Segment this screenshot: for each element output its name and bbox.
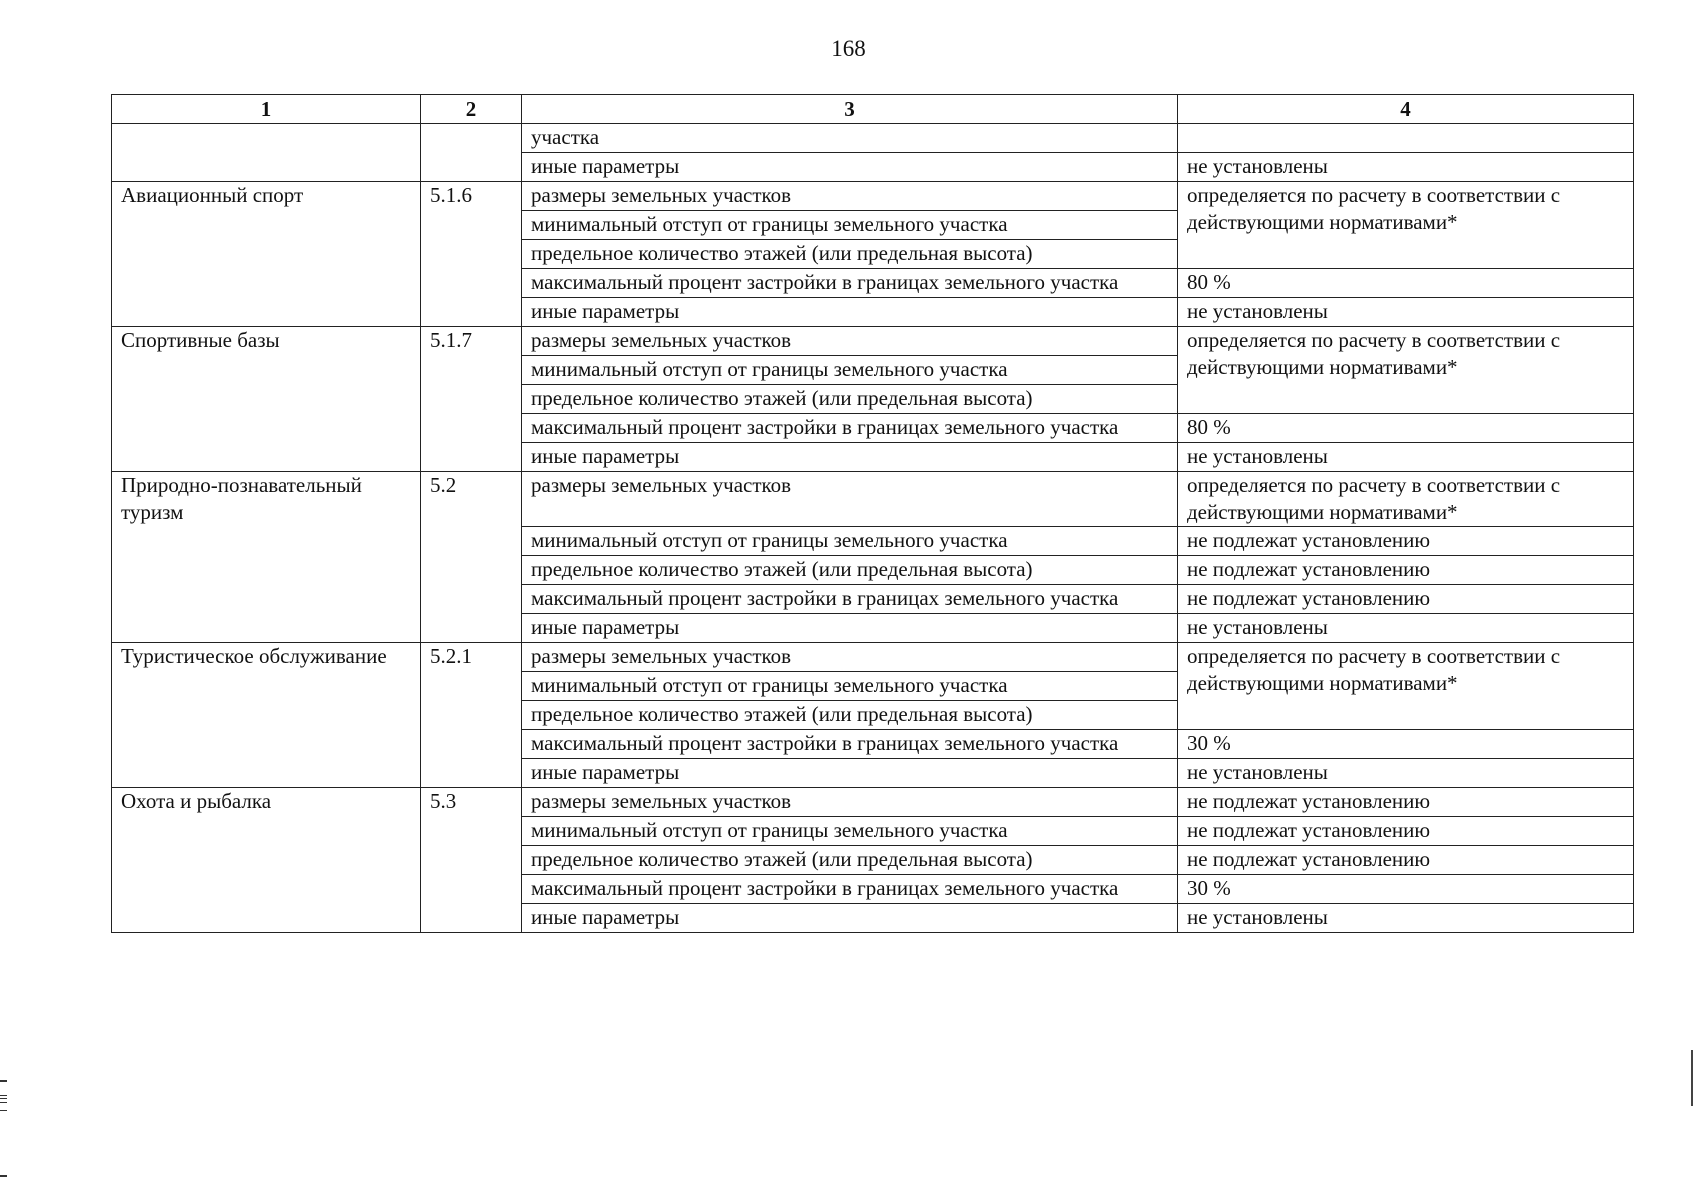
parameter-label: иные параметры <box>522 153 1178 182</box>
scan-edge-mark <box>0 1098 7 1099</box>
use-type-code: 5.2.1 <box>421 643 522 788</box>
scan-edge-mark <box>1691 1050 1693 1106</box>
use-type-code: 5.1.6 <box>421 182 522 327</box>
parameter-value: 30 % <box>1178 730 1634 759</box>
use-type-name: Природно-познавательный туризм <box>112 472 421 643</box>
parameter-label: иные параметры <box>522 614 1178 643</box>
use-type-code: 5.1.7 <box>421 327 522 472</box>
scan-edge-mark <box>0 1110 7 1111</box>
parameter-label: минимальный отступ от границы земельного участка <box>522 356 1178 385</box>
use-type-name <box>112 124 421 182</box>
table-header-row <box>112 95 1634 124</box>
parameter-value: не подлежат установлению <box>1178 788 1634 817</box>
parameter-label: иные параметры <box>522 443 1178 472</box>
parameter-label: минимальный отступ от границы земельного участка <box>522 672 1178 701</box>
parameter-label: минимальный отступ от границы земельного участка <box>522 527 1178 556</box>
parameter-label: максимальный процент застройки в границах земельного участка <box>522 414 1178 443</box>
scan-edge-mark <box>0 1175 7 1177</box>
page-number: 168 <box>831 36 866 61</box>
parameter-value: определяется по расчету в соответствии с действующими нормативами* <box>1178 182 1634 269</box>
parameter-label: размеры земельных участков <box>522 327 1178 356</box>
scan-edge-mark <box>0 1080 7 1082</box>
parameter-label: иные параметры <box>522 298 1178 327</box>
parameter-label: минимальный отступ от границы земельного участка <box>522 211 1178 240</box>
parameter-value: не установлены <box>1178 759 1634 788</box>
table-row <box>112 788 1634 817</box>
parameter-label: размеры земельных участков <box>522 472 1178 527</box>
parameter-value: не установлены <box>1178 904 1634 933</box>
parameter-label: иные параметры <box>522 759 1178 788</box>
parameter-value: не установлены <box>1178 298 1634 327</box>
table-row <box>112 124 1634 153</box>
parameter-value: не подлежат установлению <box>1178 527 1634 556</box>
parameter-label: максимальный процент застройки в границах земельного участка <box>522 585 1178 614</box>
table-row <box>112 643 1634 672</box>
scan-edge-mark <box>0 1102 7 1103</box>
parameter-value: не подлежат установлению <box>1178 817 1634 846</box>
parameter-label: предельное количество этажей (или предельная высота) <box>522 240 1178 269</box>
parameter-value: не установлены <box>1178 153 1634 182</box>
table-row <box>112 182 1634 211</box>
parameter-value: не установлены <box>1178 614 1634 643</box>
parameter-value: 80 % <box>1178 269 1634 298</box>
use-type-code: 5.2 <box>421 472 522 643</box>
parameter-value: определяется по расчету в соответствии с действующими нормативами* <box>1178 643 1634 730</box>
parameter-label: размеры земельных участков <box>522 182 1178 211</box>
parameter-value: 30 % <box>1178 875 1634 904</box>
parameter-label: размеры земельных участков <box>522 788 1178 817</box>
parameter-value: не подлежат установлению <box>1178 585 1634 614</box>
zoning-parameters-table <box>111 94 1634 933</box>
column-header: 3 <box>522 95 1178 124</box>
parameter-label: участка <box>522 124 1178 153</box>
parameter-label: иные параметры <box>522 904 1178 933</box>
use-type-name: Туристическое обслуживание <box>112 643 421 788</box>
parameter-label: предельное количество этажей (или предельная высота) <box>522 385 1178 414</box>
column-header: 4 <box>1178 95 1634 124</box>
parameter-label: минимальный отступ от границы земельного участка <box>522 817 1178 846</box>
parameter-label: максимальный процент застройки в границах земельного участка <box>522 269 1178 298</box>
parameter-label: предельное количество этажей (или предельная высота) <box>522 701 1178 730</box>
parameter-value: не подлежат установлению <box>1178 846 1634 875</box>
parameter-value: 80 % <box>1178 414 1634 443</box>
parameter-label: максимальный процент застройки в границах земельного участка <box>522 730 1178 759</box>
parameter-value <box>1178 124 1634 153</box>
parameter-value: определяется по расчету в соответствии с действующими нормативами* <box>1178 472 1634 527</box>
use-type-code: 5.3 <box>421 788 522 933</box>
column-header: 2 <box>421 95 522 124</box>
scan-edge-mark <box>0 1095 7 1096</box>
use-type-name: Авиационный спорт <box>112 182 421 327</box>
parameter-label: максимальный процент застройки в границах земельного участка <box>522 875 1178 904</box>
parameter-label: предельное количество этажей (или предельная высота) <box>522 556 1178 585</box>
parameter-value: определяется по расчету в соответствии с действующими нормативами* <box>1178 327 1634 414</box>
parameter-label: размеры земельных участков <box>522 643 1178 672</box>
use-type-name: Охота и рыбалка <box>112 788 421 933</box>
parameter-value: не установлены <box>1178 443 1634 472</box>
column-header: 1 <box>112 95 421 124</box>
use-type-name: Спортивные базы <box>112 327 421 472</box>
parameter-value: не подлежат установлению <box>1178 556 1634 585</box>
parameter-label: предельное количество этажей (или предельная высота) <box>522 846 1178 875</box>
table-row <box>112 327 1634 356</box>
table-row <box>112 472 1634 527</box>
use-type-code <box>421 124 522 182</box>
